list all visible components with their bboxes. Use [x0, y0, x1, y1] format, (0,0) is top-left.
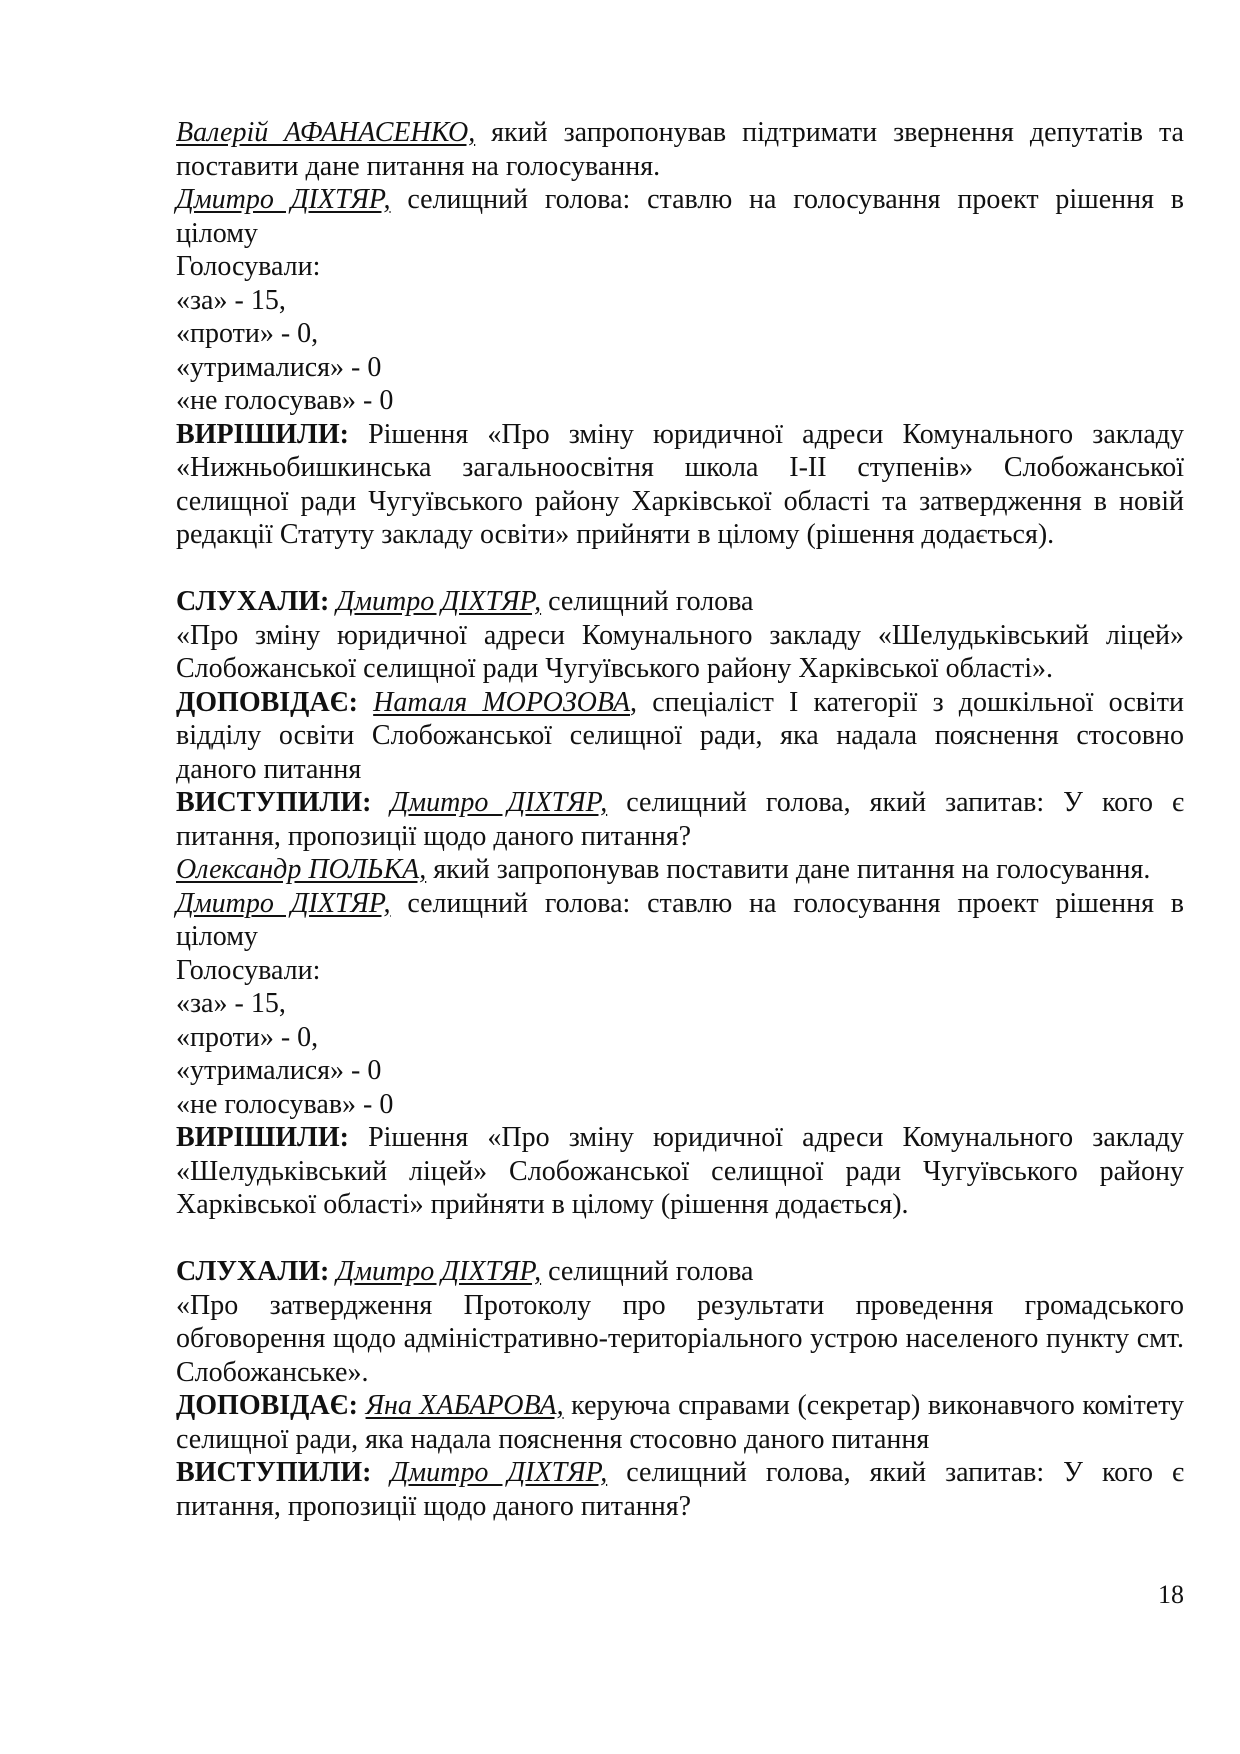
paragraph-text: керуюча справами (секретар) виконавчого комітету селищної ради, яка надала пояснення стосовно даного питання — [176, 1390, 1185, 1455]
paragraph-text: селищний голова, який запитав: У кого є питання, пропозиції щодо даного питання? — [176, 787, 1185, 852]
section-label: ВИСТУПИЛИ: — [176, 1457, 372, 1488]
report-paragraph — [176, 686, 1184, 787]
vote-heading: Голосували: — [176, 954, 321, 986]
heard-paragraph — [176, 585, 1184, 619]
vote-result-against: «проти» - 0, — [176, 318, 319, 349]
speaker-name: Дмитро ДІХТЯР, — [390, 1457, 608, 1488]
vote-heading: Голосували: — [176, 251, 321, 282]
paragraph — [176, 853, 1184, 887]
blank-line — [176, 1222, 1184, 1256]
paragraph-text: Рішення «Про зміну юридичної адреси Комунального закладу «Шелудьківський ліцей» Слобожанської селищної ради Чугуївського району Харківської області» прийняти в цілому (рішення додається). — [176, 1122, 1184, 1220]
vote-result-abstained: «утрималися» - 0 — [176, 351, 382, 383]
paragraph — [176, 887, 1184, 954]
agenda-item: «Про зміну юридичної адреси Комунального закладу «Шелудьківський ліцей» Слобожанської селищної ради Чугуївського району Харківської області». — [176, 619, 1184, 684]
speaker-name: Валерій АФАНАСЕНКО, — [176, 117, 476, 148]
paragraph-text: який запропонував підтримати звернення депутатів та поставити дане питання на голосування. — [176, 117, 1184, 182]
paragraph-text: селищний голова, який запитав: У кого є питання, пропозиції щодо даного питання? — [176, 1457, 1185, 1522]
section-label: ВИРІШИЛИ: — [176, 418, 349, 450]
agenda-item: «Про затвердження Протоколу про результати проведення громадського обговорення щодо адміністративно-територіального устрою населеного пункту смт. Слобожанське». — [176, 1289, 1184, 1388]
speaker-name: Дмитро ДІХТЯР, — [176, 184, 391, 215]
section-label: СЛУХАЛИ: — [176, 1256, 330, 1287]
page-number: 18 — [1158, 1580, 1184, 1609]
vote-result-for: «за» - 15, — [176, 988, 286, 1019]
speaker-name: Дмитро ДІХТЯР, — [336, 1256, 542, 1287]
paragraph-text: який запропонував поставити дане питання на голосування. — [426, 854, 1151, 885]
speaker-name: Яна ХАБАРОВА, — [365, 1390, 564, 1421]
report-paragraph — [176, 1389, 1184, 1456]
speaker-name: Наталя МОРОЗОВА — [373, 686, 631, 718]
paragraph-text: селищний голова: ставлю на голосування проект рішення в цілому — [176, 184, 1184, 249]
section-label: СЛУХАЛИ: — [176, 586, 330, 617]
document-body — [176, 116, 1184, 1523]
speakers-paragraph — [176, 786, 1184, 853]
speakers-paragraph — [176, 1456, 1184, 1523]
heard-paragraph — [176, 1255, 1184, 1289]
decision-paragraph — [176, 418, 1184, 552]
vote-result-abstained: «утрималися» - 0 — [176, 1055, 382, 1086]
paragraph-text: Рішення «Про зміну юридичної адреси Комунального закладу «Нижньобишкинська загальноосвітня школа І-ІІ ступенів» Слобожанської селищної ради Чугуївського району Харківської області та затвердження в новій редакції Статуту закладу освіти» прийняти в цілому (рішення додається). — [176, 418, 1184, 550]
vote-result-not-voted: «не голосував» - 0 — [176, 385, 394, 416]
paragraph — [176, 183, 1184, 250]
paragraph-text: селищний голова: ставлю на голосування проект рішення в цілому — [176, 887, 1184, 952]
speaker-name: Дмитро ДІХТЯР, — [336, 586, 542, 617]
speaker-name: Дмитро ДІХТЯР, — [176, 887, 391, 919]
paragraph-text: селищний голова — [541, 1256, 754, 1287]
section-label: ДОПОВІДАЄ: — [176, 686, 358, 718]
vote-result-not-voted: «не голосував» - 0 — [176, 1088, 394, 1120]
paragraph-text: селищний голова — [541, 586, 754, 617]
speaker-name: Олександр ПОЛЬКА, — [176, 854, 427, 885]
decision-paragraph — [176, 1121, 1184, 1222]
vote-result-for: «за» - 15, — [176, 284, 286, 316]
paragraph — [176, 116, 1184, 183]
section-label: ВИСТУПИЛИ: — [176, 787, 372, 818]
section-label: ВИРІШИЛИ: — [176, 1122, 349, 1153]
vote-result-against: «проти» - 0, — [176, 1021, 319, 1053]
blank-line — [176, 552, 1184, 586]
paragraph-text: , спеціаліст І категорії з дошкільної освіти відділу освіти Слобожанської селищної ради, яка надала пояснення стосовно даного питання — [176, 686, 1185, 785]
section-label: ДОПОВІДАЄ: — [176, 1390, 358, 1421]
speaker-name: Дмитро ДІХТЯР, — [390, 787, 608, 818]
